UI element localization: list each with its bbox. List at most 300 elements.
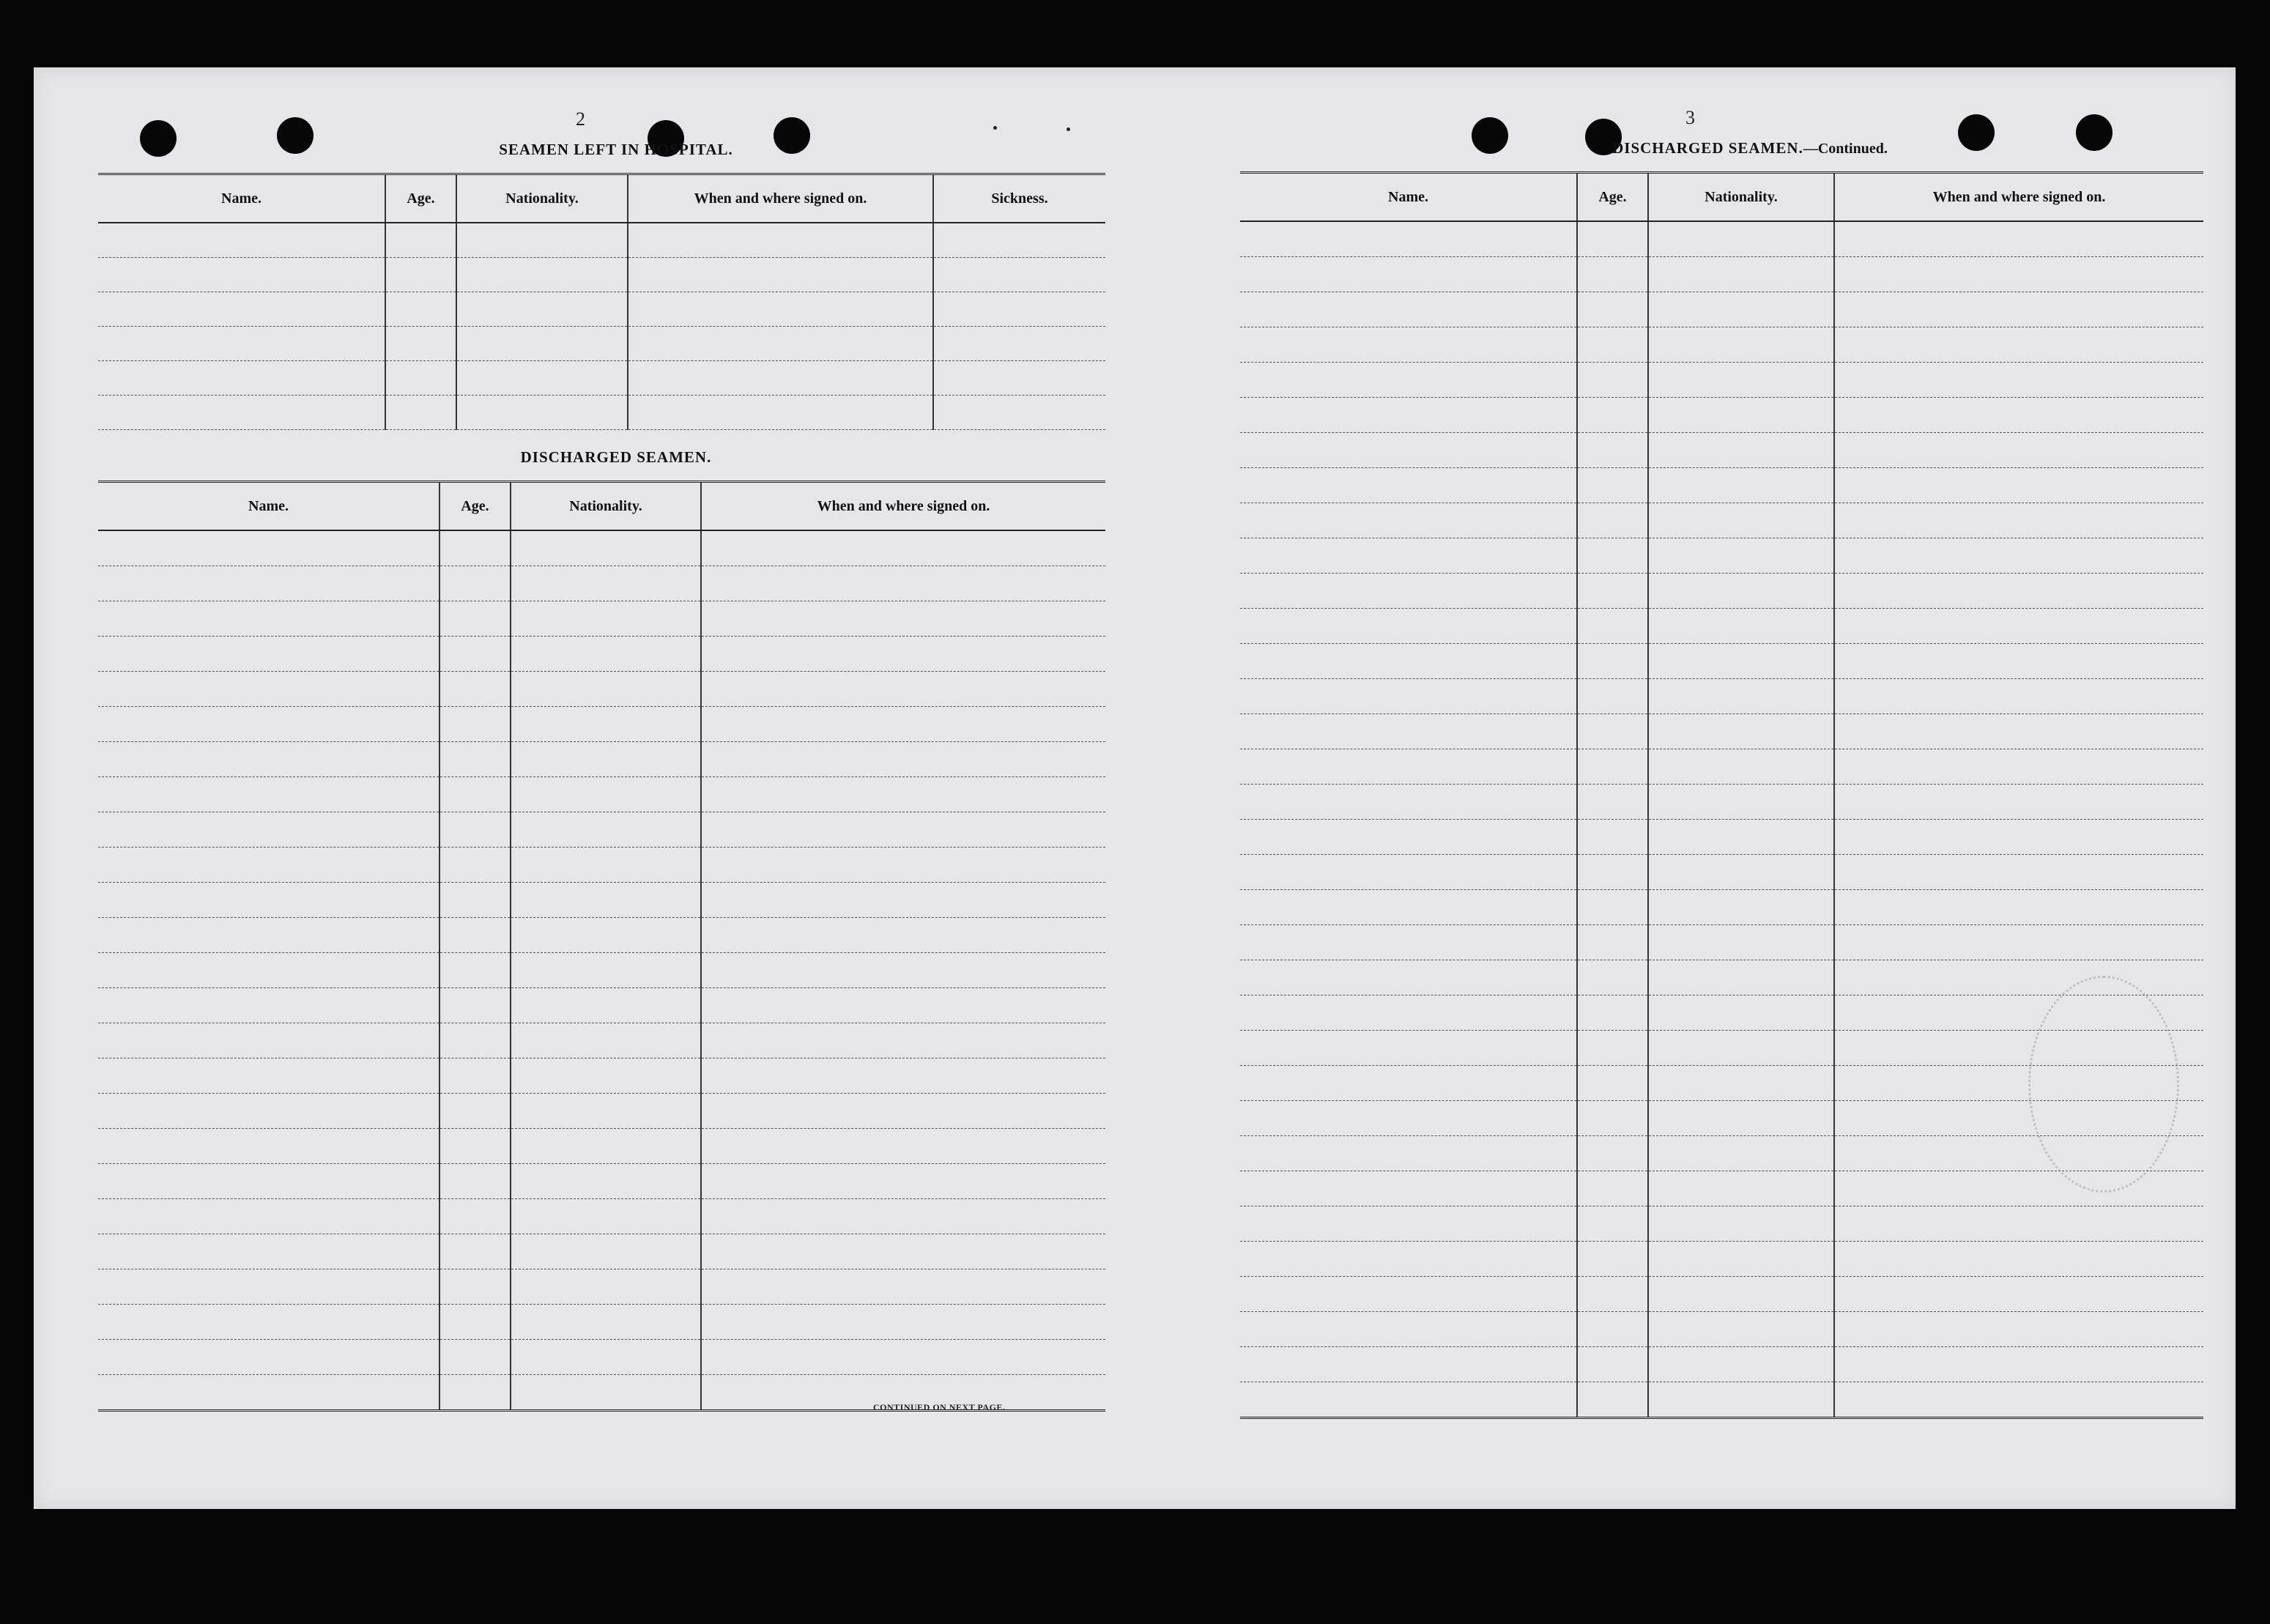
- blank-cell: [1240, 468, 1577, 503]
- blank-cell: [439, 812, 511, 848]
- blank-cell: [98, 1094, 439, 1129]
- blank-ruled-row: [98, 812, 1105, 848]
- blank-ruled-row: [1240, 1171, 2203, 1206]
- blank-cell: [1834, 292, 2203, 327]
- blank-cell: [1240, 1206, 1577, 1242]
- blank-cell: [1240, 363, 1577, 398]
- blank-cell: [933, 292, 1105, 327]
- blank-cell: [1648, 925, 1834, 960]
- blank-ruled-row: [98, 601, 1105, 637]
- blank-cell: [701, 1058, 1105, 1094]
- blank-ruled-row: [1240, 890, 2203, 925]
- ink-speck: [1067, 127, 1070, 131]
- column-header-nationality: Nationality.: [1648, 173, 1834, 222]
- blank-ruled-row: [98, 327, 1105, 361]
- table-header-row: [1240, 173, 2203, 222]
- blank-cell: [1648, 1242, 1834, 1277]
- blank-cell: [98, 1023, 439, 1058]
- blank-cell: [511, 883, 701, 918]
- blank-cell: [1648, 960, 1834, 995]
- blank-ruled-row: [1240, 679, 2203, 714]
- blank-cell: [511, 566, 701, 601]
- blank-cell: [1648, 995, 1834, 1031]
- blank-ruled-row: [1240, 1242, 2203, 1277]
- blank-cell: [933, 396, 1105, 430]
- section-title-text: DISCHARGED SEAMEN.: [1612, 139, 1803, 157]
- blank-cell: [1577, 1031, 1648, 1066]
- blank-cell: [439, 1375, 511, 1411]
- blank-cell: [701, 1305, 1105, 1340]
- blank-ruled-row: [98, 1269, 1105, 1305]
- blank-cell: [701, 1269, 1105, 1305]
- blank-cell: [1834, 714, 2203, 749]
- blank-cell: [98, 396, 385, 430]
- blank-cell: [1240, 1101, 1577, 1136]
- blank-cell: [1240, 1382, 1577, 1418]
- blank-cell: [1834, 363, 2203, 398]
- blank-cell: [439, 1234, 511, 1269]
- blank-cell: [1648, 1101, 1834, 1136]
- blank-cell: [628, 258, 933, 292]
- blank-cell: [439, 566, 511, 601]
- blank-ruled-row: [98, 1234, 1105, 1269]
- blank-cell: [1834, 1312, 2203, 1347]
- blank-ruled-row: [98, 1340, 1105, 1375]
- blank-ruled-row: [98, 396, 1105, 430]
- blank-cell: [1577, 503, 1648, 538]
- right-page: [1135, 67, 2236, 1509]
- blank-ruled-row: [98, 566, 1105, 601]
- blank-cell: [511, 1164, 701, 1199]
- blank-ruled-row: [1240, 1277, 2203, 1312]
- blank-cell: [511, 777, 701, 812]
- blank-cell: [628, 292, 933, 327]
- blank-cell: [1240, 1347, 1577, 1382]
- column-header-age: Age.: [439, 482, 511, 531]
- blank-cell: [628, 361, 933, 396]
- blank-ruled-row: [98, 1305, 1105, 1340]
- blank-cell: [1240, 749, 1577, 785]
- blank-cell: [456, 396, 628, 430]
- column-header-signed-on: When and where signed on.: [628, 174, 933, 223]
- blank-ruled-row: [1240, 925, 2203, 960]
- blank-ruled-row: [98, 742, 1105, 777]
- blank-cell: [1240, 257, 1577, 292]
- blank-cell: [1577, 1206, 1648, 1242]
- blank-cell: [1240, 1312, 1577, 1347]
- blank-cell: [439, 637, 511, 672]
- blank-ruled-row: [1240, 1206, 2203, 1242]
- blank-cell: [1577, 644, 1648, 679]
- blank-cell: [1834, 644, 2203, 679]
- blank-cell: [1240, 327, 1577, 363]
- blank-cell: [1240, 960, 1577, 995]
- blank-cell: [98, 742, 439, 777]
- blank-cell: [1648, 749, 1834, 785]
- blank-ruled-row: [98, 883, 1105, 918]
- blank-cell: [1577, 925, 1648, 960]
- blank-cell: [701, 988, 1105, 1023]
- blank-cell: [1648, 820, 1834, 855]
- blank-ruled-row: [1240, 960, 2203, 995]
- blank-cell: [1648, 433, 1834, 468]
- blank-cell: [98, 1305, 439, 1340]
- blank-ruled-row: [98, 530, 1105, 566]
- blank-cell: [1834, 890, 2203, 925]
- blank-cell: [628, 396, 933, 430]
- blank-cell: [98, 1375, 439, 1411]
- column-header-signed-on: When and where signed on.: [701, 482, 1105, 531]
- blank-cell: [1577, 1101, 1648, 1136]
- blank-cell: [511, 1058, 701, 1094]
- blank-cell: [1240, 609, 1577, 644]
- blank-ruled-row: [98, 361, 1105, 396]
- blank-cell: [1648, 257, 1834, 292]
- blank-cell: [701, 848, 1105, 883]
- column-header-signed-on: When and where signed on.: [1834, 173, 2203, 222]
- blank-cell: [1577, 1277, 1648, 1312]
- blank-cell: [385, 223, 456, 258]
- blank-cell: [439, 742, 511, 777]
- blank-cell: [456, 327, 628, 361]
- blank-cell: [1577, 398, 1648, 433]
- discharged-continued-title: [1530, 139, 1970, 157]
- blank-cell: [511, 1199, 701, 1234]
- blank-ruled-row: [1240, 820, 2203, 855]
- blank-cell: [1240, 785, 1577, 820]
- blank-cell: [701, 672, 1105, 707]
- blank-cell: [439, 601, 511, 637]
- blank-cell: [701, 707, 1105, 742]
- blank-cell: [1240, 855, 1577, 890]
- blank-ruled-row: [98, 918, 1105, 953]
- blank-cell: [98, 953, 439, 988]
- blank-cell: [98, 672, 439, 707]
- blank-cell: [1648, 890, 1834, 925]
- blank-cell: [1240, 1171, 1577, 1206]
- blank-ruled-row: [1240, 609, 2203, 644]
- blank-cell: [1834, 785, 2203, 820]
- column-header-nationality: Nationality.: [511, 482, 701, 531]
- blank-cell: [1834, 1206, 2203, 1242]
- page-number: 2: [576, 108, 585, 130]
- blank-cell: [385, 258, 456, 292]
- blank-cell: [98, 1269, 439, 1305]
- blank-cell: [98, 707, 439, 742]
- blank-cell: [1834, 820, 2203, 855]
- discharged-table: [98, 481, 1105, 1412]
- blank-cell: [1648, 574, 1834, 609]
- blank-cell: [1648, 855, 1834, 890]
- blank-cell: [1240, 714, 1577, 749]
- blank-cell: [511, 1269, 701, 1305]
- blank-cell: [439, 1340, 511, 1375]
- blank-cell: [701, 812, 1105, 848]
- blank-cell: [1834, 1171, 2203, 1206]
- manifest-sheet: [34, 67, 2236, 1509]
- blank-cell: [511, 1340, 701, 1375]
- blank-cell: [98, 292, 385, 327]
- blank-cell: [1834, 257, 2203, 292]
- blank-cell: [1648, 363, 1834, 398]
- blank-cell: [1240, 995, 1577, 1031]
- blank-cell: [701, 1094, 1105, 1129]
- blank-cell: [439, 1269, 511, 1305]
- blank-cell: [1577, 785, 1648, 820]
- blank-ruled-row: [1240, 433, 2203, 468]
- blank-cell: [701, 566, 1105, 601]
- blank-ruled-row: [98, 1058, 1105, 1094]
- blank-cell: [511, 601, 701, 637]
- blank-cell: [98, 1234, 439, 1269]
- blank-cell: [439, 530, 511, 566]
- blank-ruled-row: [1240, 221, 2203, 257]
- blank-cell: [1577, 574, 1648, 609]
- blank-cell: [628, 223, 933, 258]
- blank-cell: [98, 883, 439, 918]
- blank-cell: [439, 777, 511, 812]
- blank-ruled-row: [98, 1129, 1105, 1164]
- blank-cell: [701, 742, 1105, 777]
- blank-cell: [439, 707, 511, 742]
- blank-cell: [701, 1199, 1105, 1234]
- blank-cell: [511, 637, 701, 672]
- blank-cell: [439, 953, 511, 988]
- blank-cell: [439, 1094, 511, 1129]
- blank-cell: [511, 672, 701, 707]
- blank-cell: [1648, 1206, 1834, 1242]
- blank-ruled-row: [98, 1094, 1105, 1129]
- blank-cell: [98, 637, 439, 672]
- blank-cell: [1648, 503, 1834, 538]
- blank-ruled-row: [98, 637, 1105, 672]
- discharged-continued-table: [1240, 171, 2203, 1419]
- blank-cell: [98, 223, 385, 258]
- blank-ruled-row: [98, 1023, 1105, 1058]
- column-header-name: Name.: [1240, 173, 1577, 222]
- blank-ruled-row: [98, 848, 1105, 883]
- blank-cell: [1834, 1277, 2203, 1312]
- faint-stamp: [2028, 976, 2179, 1193]
- blank-cell: [1577, 609, 1648, 644]
- blank-cell: [1240, 292, 1577, 327]
- blank-cell: [385, 327, 456, 361]
- column-header-age: Age.: [385, 174, 456, 223]
- blank-ruled-row: [1240, 785, 2203, 820]
- blank-cell: [1240, 398, 1577, 433]
- blank-ruled-row: [98, 777, 1105, 812]
- hospital-section-title: SEAMEN LEFT IN HOSPITAL.: [499, 141, 733, 158]
- blank-cell: [1648, 679, 1834, 714]
- blank-cell: [1834, 749, 2203, 785]
- blank-cell: [701, 918, 1105, 953]
- blank-ruled-row: [1240, 292, 2203, 327]
- blank-cell: [511, 742, 701, 777]
- blank-cell: [1648, 327, 1834, 363]
- column-header-name: Name.: [98, 482, 439, 531]
- blank-cell: [98, 530, 439, 566]
- blank-cell: [1577, 714, 1648, 749]
- blank-cell: [1648, 398, 1834, 433]
- page-number: 3: [1685, 107, 1695, 128]
- blank-cell: [1834, 609, 2203, 644]
- blank-cell: [1240, 1066, 1577, 1101]
- blank-cell: [511, 848, 701, 883]
- blank-cell: [701, 1164, 1105, 1199]
- blank-cell: [1648, 1347, 1834, 1382]
- section-title-continued: —Continued.: [1803, 141, 1888, 157]
- blank-cell: [1240, 538, 1577, 574]
- blank-cell: [511, 707, 701, 742]
- blank-cell: [1577, 468, 1648, 503]
- blank-cell: [98, 918, 439, 953]
- blank-cell: [385, 292, 456, 327]
- blank-cell: [1577, 292, 1648, 327]
- blank-cell: [1240, 679, 1577, 714]
- blank-cell: [439, 883, 511, 918]
- blank-cell: [1577, 1171, 1648, 1206]
- blank-cell: [1834, 1382, 2203, 1418]
- blank-ruled-row: [98, 707, 1105, 742]
- blank-ruled-row: [98, 223, 1105, 258]
- blank-ruled-row: [1240, 1347, 2203, 1382]
- blank-cell: [1577, 855, 1648, 890]
- blank-cell: [98, 988, 439, 1023]
- blank-cell: [439, 1164, 511, 1199]
- blank-ruled-row: [1240, 503, 2203, 538]
- column-header-name: Name.: [98, 174, 385, 223]
- punch-hole: [277, 117, 314, 154]
- blank-cell: [1834, 538, 2203, 574]
- blank-cell: [439, 1058, 511, 1094]
- blank-cell: [98, 258, 385, 292]
- blank-cell: [1240, 1242, 1577, 1277]
- ink-speck: [993, 126, 997, 130]
- discharged-section-title: DISCHARGED SEAMEN.: [520, 448, 712, 466]
- blank-cell: [1577, 679, 1648, 714]
- blank-cell: [1648, 1066, 1834, 1101]
- blank-cell: [511, 1234, 701, 1269]
- blank-cell: [1240, 1031, 1577, 1066]
- blank-cell: [511, 530, 701, 566]
- blank-cell: [511, 953, 701, 988]
- blank-cell: [1834, 679, 2203, 714]
- blank-ruled-row: [1240, 398, 2203, 433]
- blank-cell: [1577, 433, 1648, 468]
- table-header-row: [98, 482, 1105, 531]
- blank-cell: [1648, 714, 1834, 749]
- blank-cell: [1240, 503, 1577, 538]
- blank-ruled-row: [1240, 1312, 2203, 1347]
- blank-ruled-row: [98, 1199, 1105, 1234]
- blank-cell: [701, 1234, 1105, 1269]
- continued-note: CONTINUED ON NEXT PAGE.: [873, 1402, 1006, 1412]
- blank-ruled-row: [1240, 714, 2203, 749]
- left-page: [34, 67, 1135, 1509]
- blank-cell: [701, 1023, 1105, 1058]
- blank-cell: [701, 1129, 1105, 1164]
- blank-cell: [1577, 1066, 1648, 1101]
- blank-cell: [1577, 890, 1648, 925]
- blank-cell: [1648, 1031, 1834, 1066]
- blank-cell: [1577, 538, 1648, 574]
- blank-ruled-row: [1240, 538, 2203, 574]
- blank-cell: [701, 637, 1105, 672]
- punch-hole: [140, 120, 177, 157]
- blank-cell: [439, 848, 511, 883]
- blank-cell: [1648, 221, 1834, 257]
- blank-ruled-row: [98, 672, 1105, 707]
- blank-cell: [98, 1164, 439, 1199]
- blank-cell: [1240, 1277, 1577, 1312]
- column-header-age: Age.: [1577, 173, 1648, 222]
- blank-cell: [1834, 1242, 2203, 1277]
- blank-cell: [933, 361, 1105, 396]
- blank-cell: [98, 848, 439, 883]
- blank-cell: [701, 530, 1105, 566]
- blank-cell: [1240, 925, 1577, 960]
- blank-cell: [1648, 468, 1834, 503]
- blank-ruled-row: [1240, 1382, 2203, 1418]
- blank-ruled-row: [1240, 574, 2203, 609]
- blank-cell: [98, 327, 385, 361]
- blank-cell: [1577, 257, 1648, 292]
- blank-ruled-row: [98, 1164, 1105, 1199]
- punch-hole: [1472, 117, 1508, 154]
- blank-cell: [1834, 468, 2203, 503]
- blank-cell: [628, 327, 933, 361]
- blank-cell: [511, 988, 701, 1023]
- blank-cell: [1577, 1382, 1648, 1418]
- blank-ruled-row: [98, 292, 1105, 327]
- blank-cell: [98, 1199, 439, 1234]
- blank-cell: [1834, 855, 2203, 890]
- blank-cell: [1240, 644, 1577, 679]
- blank-cell: [98, 566, 439, 601]
- blank-cell: [456, 292, 628, 327]
- blank-ruled-row: [1240, 749, 2203, 785]
- blank-cell: [1240, 1136, 1577, 1171]
- blank-cell: [1834, 221, 2203, 257]
- blank-ruled-row: [1240, 855, 2203, 890]
- blank-cell: [1648, 1382, 1834, 1418]
- punch-hole: [2076, 114, 2113, 151]
- blank-ruled-row: [1240, 468, 2203, 503]
- blank-cell: [701, 883, 1105, 918]
- blank-cell: [1834, 574, 2203, 609]
- blank-ruled-row: [1240, 644, 2203, 679]
- blank-cell: [1240, 221, 1577, 257]
- blank-cell: [1834, 327, 2203, 363]
- blank-ruled-row: [1240, 327, 2203, 363]
- blank-cell: [1834, 433, 2203, 468]
- blank-cell: [1648, 609, 1834, 644]
- table-header-row: [98, 174, 1105, 223]
- blank-cell: [439, 672, 511, 707]
- blank-ruled-row: [1240, 257, 2203, 292]
- blank-cell: [1648, 1312, 1834, 1347]
- blank-cell: [385, 361, 456, 396]
- column-header-sickness: Sickness.: [933, 174, 1105, 223]
- blank-cell: [1577, 1136, 1648, 1171]
- blank-cell: [456, 361, 628, 396]
- blank-cell: [1648, 1136, 1834, 1171]
- blank-cell: [1577, 363, 1648, 398]
- blank-cell: [98, 361, 385, 396]
- blank-cell: [1834, 398, 2203, 433]
- blank-cell: [511, 918, 701, 953]
- blank-cell: [701, 1340, 1105, 1375]
